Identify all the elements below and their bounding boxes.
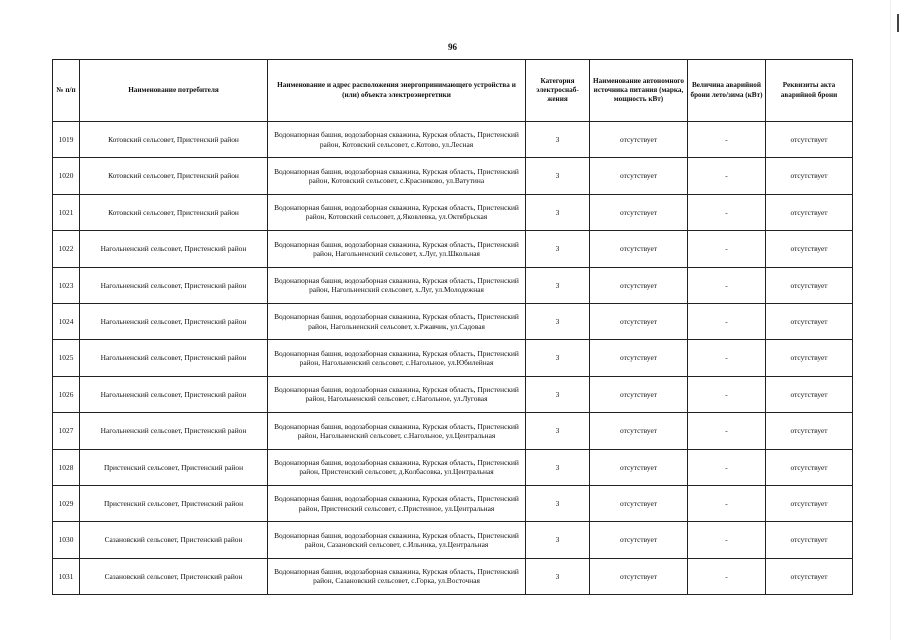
cell-object: Водонапорная башня, водозаборная скважина, Курская область, Пристенский район, Котовский сельсовет, д.Яковлевка, ул.Октябрьская [268,194,526,230]
cell-consumer: Сазановский сельсовет, Пристенский район [80,522,268,558]
cell-act: отсутствует [766,522,853,558]
cell-source: отсутствует [590,485,688,521]
cell-num: 1023 [53,267,80,303]
cell-act: отсутствует [766,340,853,376]
cell-act: отсутствует [766,413,853,449]
cell-consumer: Нагольненский сельсовет, Пристенский район [80,267,268,303]
table-row [53,267,853,303]
cell-source: отсутствует [590,158,688,194]
header-act: Реквизиты акта аварийной брони [766,60,853,122]
cell-reserve: - [688,376,766,412]
cell-act: отсутствует [766,303,853,339]
header-category: Категория электроснаб-жения [526,60,590,122]
cell-category: 3 [526,376,590,412]
cell-category: 3 [526,449,590,485]
cell-num: 1028 [53,449,80,485]
cell-category: 3 [526,413,590,449]
cell-object: Водонапорная башня, водозаборная скважина, Курская область, Пристенский район, Котовский сельсовет, с.Красниково, ул.Ватутина [268,158,526,194]
cell-source: отсутствует [590,376,688,412]
cell-reserve: - [688,267,766,303]
cell-object: Водонапорная башня, водозаборная скважина, Курская область, Пристенский район, Нагольненский сельсовет, х.Луг, ул.Молодежная [268,267,526,303]
cell-object: Водонапорная башня, водозаборная скважина, Курская область, Пристенский район, Сазановский сельсовет, с.Ильинка, ул.Центральная [268,522,526,558]
cell-act: отсутствует [766,449,853,485]
cell-num: 1027 [53,413,80,449]
cell-consumer: Сазановский сельсовет, Пристенский район [80,558,268,594]
cell-num: 1020 [53,158,80,194]
cell-source: отсутствует [590,558,688,594]
scan-edge-line [890,0,891,640]
cell-object: Водонапорная башня, водозаборная скважина, Курская область, Пристенский район, Пристенский сельсовет, д.Колбасовка, ул.Центральная [268,449,526,485]
header-num: № п/п [53,60,80,122]
cell-num: 1026 [53,376,80,412]
table-row [53,413,853,449]
cell-category: 3 [526,522,590,558]
cell-consumer: Нагольненский сельсовет, Пристенский район [80,376,268,412]
cell-category: 3 [526,122,590,158]
cell-reserve: - [688,303,766,339]
cell-reserve: - [688,194,766,230]
table-row [53,340,853,376]
cell-category: 3 [526,194,590,230]
table-row [53,231,853,267]
cell-category: 3 [526,267,590,303]
table-row [53,558,853,594]
cell-consumer: Котовский сельсовет, Пристенский район [80,158,268,194]
cell-source: отсутствует [590,231,688,267]
cell-consumer: Нагольненский сельсовет, Пристенский район [80,303,268,339]
cell-num: 1031 [53,558,80,594]
cell-category: 3 [526,340,590,376]
header-object: Наименование и адрес расположения энергопринимающего устройства и (или) объекта электроэнергетики [268,60,526,122]
cell-num: 1022 [53,231,80,267]
cell-num: 1030 [53,522,80,558]
cell-category: 3 [526,303,590,339]
table-row [53,158,853,194]
cell-reserve: - [688,522,766,558]
cell-reserve: - [688,231,766,267]
cell-reserve: - [688,449,766,485]
page-number: 96 [448,42,457,52]
cell-object: Водонапорная башня, водозаборная скважина, Курская область, Пристенский район, Нагольненский сельсовет, х.Луг, ул.Школьная [268,231,526,267]
cell-object: Водонапорная башня, водозаборная скважина, Курская область, Пристенский район, Котовский сельсовет, с.Котово, ул.Лесная [268,122,526,158]
scan-mark [897,14,899,32]
table-row [53,522,853,558]
cell-act: отсутствует [766,158,853,194]
cell-source: отсутствует [590,267,688,303]
cell-consumer: Нагольненский сельсовет, Пристенский район [80,413,268,449]
cell-object: Водонапорная башня, водозаборная скважина, Курская область, Пристенский район, Нагольненский сельсовет, с.Нагольное, ул.Центральная [268,413,526,449]
cell-act: отсутствует [766,194,853,230]
cell-object: Водонапорная башня, водозаборная скважина, Курская область, Пристенский район, Сазановский сельсовет, с.Горка, ул.Восточная [268,558,526,594]
cell-num: 1021 [53,194,80,230]
cell-reserve: - [688,558,766,594]
table-header [53,60,853,122]
cell-consumer: Котовский сельсовет, Пристенский район [80,194,268,230]
table-row [53,122,853,158]
cell-category: 3 [526,485,590,521]
cell-source: отсутствует [590,303,688,339]
table-row [53,449,853,485]
cell-category: 3 [526,158,590,194]
registry-table [52,59,853,595]
cell-source: отсутствует [590,449,688,485]
cell-source: отсутствует [590,122,688,158]
cell-reserve: - [688,485,766,521]
header-consumer: Наименование потребителя [80,60,268,122]
cell-reserve: - [688,158,766,194]
table-row [53,485,853,521]
table-body [53,122,853,595]
cell-act: отсутствует [766,558,853,594]
cell-act: отсутствует [766,267,853,303]
cell-category: 3 [526,558,590,594]
header-source: Наименование автономного источника питания (марка, мощность кВт) [590,60,688,122]
cell-num: 1019 [53,122,80,158]
cell-act: отсутствует [766,231,853,267]
header-reserve: Величина аварийной брони лето/зима (кВт) [688,60,766,122]
table-row [53,194,853,230]
cell-reserve: - [688,340,766,376]
table-row [53,303,853,339]
cell-source: отсутствует [590,522,688,558]
cell-act: отсутствует [766,376,853,412]
cell-object: Водонапорная башня, водозаборная скважина, Курская область, Пристенский район, Нагольненский сельсовет, с.Нагольное, ул.Юбилейная [268,340,526,376]
cell-num: 1025 [53,340,80,376]
cell-consumer: Нагольненский сельсовет, Пристенский район [80,231,268,267]
cell-consumer: Пристенский сельсовет, Пристенский район [80,485,268,521]
cell-num: 1029 [53,485,80,521]
cell-reserve: - [688,413,766,449]
table-row [53,376,853,412]
cell-consumer: Нагольненский сельсовет, Пристенский район [80,340,268,376]
cell-consumer: Пристенский сельсовет, Пристенский район [80,449,268,485]
cell-source: отсутствует [590,340,688,376]
cell-source: отсутствует [590,413,688,449]
cell-act: отсутствует [766,122,853,158]
cell-num: 1024 [53,303,80,339]
cell-act: отсутствует [766,485,853,521]
cell-object: Водонапорная башня, водозаборная скважина, Курская область, Пристенский район, Пристенский сельсовет, с.Пристенное, ул.Центральная [268,485,526,521]
cell-source: отсутствует [590,194,688,230]
cell-reserve: - [688,122,766,158]
cell-object: Водонапорная башня, водозаборная скважина, Курская область, Пристенский район, Нагольненский сельсовет, с.Нагольное, ул.Луговая [268,376,526,412]
cell-category: 3 [526,231,590,267]
cell-consumer: Котовский сельсовет, Пристенский район [80,122,268,158]
cell-object: Водонапорная башня, водозаборная скважина, Курская область, Пристенский район, Нагольненский сельсовет, х.Ржавчик, ул.Садовая [268,303,526,339]
